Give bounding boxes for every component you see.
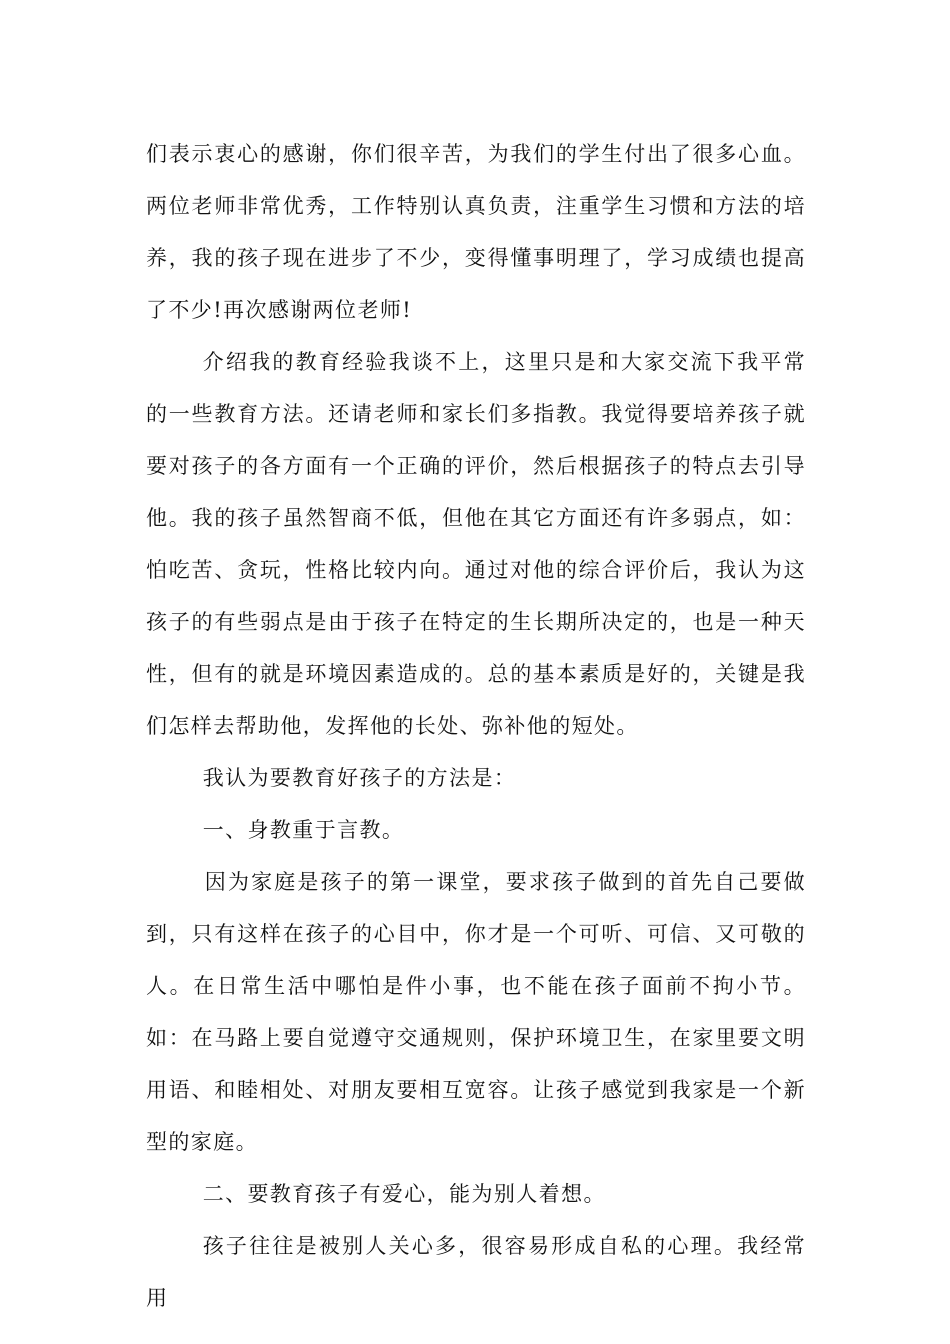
paragraph-point-one: 因为家庭是孩子的第一课堂，要求孩子做到的首先自己要做到，只有这样在孩子的心目中，你才是一个可听、可信、又可敬的人。在日常生活中哪怕是件小事，也不能在孩子面前不拘小节。如：在马路上要自觉遵守交通规则，保护环境卫生，在家里要文明用语、和睦相处、对朋友要相互宽容。让孩子感觉到我家是一个新型的家庭。 bbox=[146, 870, 806, 1154]
paragraph-thanks: 们表示衷心的感谢，你们很辛苦，为我们的学生付出了很多心血。两位老师非常优秀，工作特别认真负责，注重学生习惯和方法的培养，我的孩子现在进步了不少，变得懂事明理了，学习成绩也提高了不少!再次感谢两位老师! bbox=[146, 142, 806, 322]
heading-point-two: 二、要教育孩子有爱心，能为别人着想。 bbox=[202, 1182, 606, 1206]
paragraph-methods-intro: 我认为要教育好孩子的方法是： bbox=[202, 766, 517, 790]
paragraph-point-two: 孩子往往是被别人关心多，很容易形成自私的心理。我经常用 bbox=[146, 1234, 806, 1310]
paragraph-experience: 介绍我的教育经验我谈不上，这里只是和大家交流下我平常的一些教育方法。还请老师和家长们多指教。我觉得要培养孩子就要对孩子的各方面有一个正确的评价，然后根据孩子的特点去引导他。我的孩子虽然智商不低，但他在其它方面还有许多弱点，如：怕吃苦、贪玩，性格比较内向。通过对他的综合评价后，我认为这孩子的有些弱点是由于孩子在特定的生长期所决定的，也是一种天性，但有的就是环境因素造成的。总的基本素质是好的，关键是我们怎样去帮助他，发挥他的长处、弥补他的短处。 bbox=[146, 350, 806, 738]
body-text bbox=[146, 128, 806, 1324]
heading-point-one: 一、身教重于言教。 bbox=[202, 818, 405, 842]
